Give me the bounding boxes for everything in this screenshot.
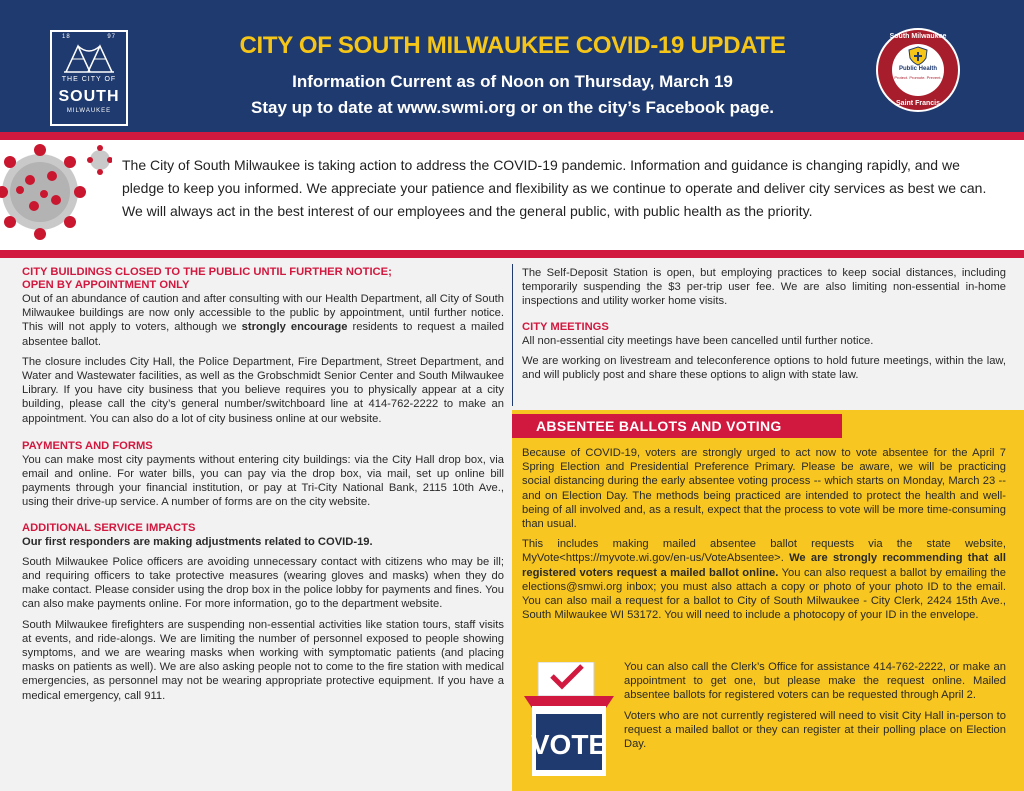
seal-top-text: South Milwaukee xyxy=(889,33,947,40)
logo-year-left: 18 xyxy=(62,34,71,40)
absentee-heading: ABSENTEE BALLOTS AND VOTING xyxy=(512,414,842,438)
seal-center-text: Public Health xyxy=(898,66,937,72)
logo-years xyxy=(52,34,126,40)
buildings-heading-line1: CITY BUILDINGS CLOSED TO THE PUBLIC UNTIL FURTHER NOTICE; xyxy=(22,266,392,278)
logo-milwaukee: MILWAUKEE xyxy=(66,108,112,114)
absentee-paragraph-4: Voters who are not currently registered will need to visit City Hall in-person to request a mailed ballot or they can register at their polling place on Election Day. xyxy=(624,709,1006,751)
buildings-paragraph-1 xyxy=(22,292,504,349)
absentee-p2-text-b: You can also request a ballot by emailing the elections@smwi.org inbox; you must also attach a copy or photo of your photo ID to the email. You can also mail a request for a ballot to City of South Milwaukee - City Clerk, 2424 15th Ave., South Milwaukee WI 53172. You will need to include a photocopy of your ID in the envelope. xyxy=(522,566,1006,622)
column-divider xyxy=(512,264,513,406)
city-logo xyxy=(50,30,128,126)
self-deposit-paragraph: The Self-Deposit Station is open, but employing practices to keep social distances, including temporarily suspending the $3 per-trip user fee. We are also limiting non-essential in-home inspections and utility worker home visits. xyxy=(522,267,1006,308)
absentee-paragraph-2 xyxy=(522,537,1006,622)
payments-paragraph: You can make most city payments without entering city buildings: via the City Hall drop box, via email and online. For water bills, you can pay via the drop box, via mail, set up online bill payments through your financial institution, or pay at Tri-City National Bank, 2115 10th Ave., using their drive-up service. A number of forms are on the city website. xyxy=(22,453,504,509)
absentee-p2-text-a: This includes making mailed absentee ballot requests via the state website, MyVote<https://myvote.wi.gov/en-us/VoteAbsentee>. xyxy=(522,538,1006,565)
intro-section xyxy=(0,140,1024,250)
absentee-column xyxy=(522,446,1006,628)
seal-bottom-text: Saint Francis xyxy=(896,100,940,107)
header-divider xyxy=(0,132,1024,140)
seal-tagline: Protect. Promote. Prevent. xyxy=(894,75,942,80)
buildings-p1-text-b: residents to request a mailed absentee ballot. xyxy=(22,321,504,348)
page-subtitle: Information Current as of Noon on Thursday, March 19 xyxy=(292,72,733,91)
meetings-heading: CITY MEETINGS xyxy=(522,320,609,333)
absentee-paragraph-1: Because of COVID-19, voters are strongly urged to act now to vote absentee for the April 7 Spring Election and Presidential Preference Primary. Please be aware, we will be practicing social distancing during the early absentee voting process -- which starts on Monday, March 23 -- and on Election Day. The methods being practiced are intended to protect the health and well-being of all involved and, as a result, expect that the process to vote will be more time-consuming than usual. xyxy=(522,447,1006,531)
services-fire-paragraph: South Milwaukee firefighters are suspending non-essential activities like station tours, staff visits at events, and ride-alongs. We are limiting the number of personnel exposed to people showing symptoms, and we are wearing masks when working with symptomatic patients (and placing masks on patients as well). We are also asking people not to come to the fire station with medical emergencies, as personnel may not be wearing appropriate protective equipment. If you have a medical emergency, call 911. xyxy=(22,618,504,702)
seal-inner xyxy=(892,44,944,96)
buildings-p1-bold: strongly encourage xyxy=(241,321,348,334)
logo-south: SOUTH xyxy=(58,88,120,105)
intro-divider xyxy=(0,250,1024,258)
buildings-p1-text-a: Out of an abundance of caution and after consulting with our Health Department, all City of South Milwaukee buildings are now only accessible to the public by appointment, until further notice. This will not apply to voters, although we xyxy=(22,293,504,334)
logo-the-city-of: THE CITY OF xyxy=(61,76,117,83)
public-health-seal xyxy=(876,28,960,112)
services-heading: ADDITIONAL SERVICE IMPACTS xyxy=(22,521,196,534)
logo-year-right: 97 xyxy=(107,34,116,40)
stay-up-to-date: Stay up to date at www.swmi.org or on the city’s Facebook page. xyxy=(251,98,774,117)
header-banner xyxy=(0,0,1024,132)
coronavirus-icon xyxy=(0,140,112,250)
ballot-box-icon xyxy=(524,662,614,778)
intro-text: The City of South Milwaukee is taking action to address the COVID-19 pandemic. Information and guidance is changing rapidly, and we pledge to keep you informed. We appreciate your patience and flexibility as we continue to operate and deliver city services as best we can. We will always act in the best interest of our employees and the general public, with public health as the priority. xyxy=(122,157,987,219)
absentee-paragraph-3: You can also call the Clerk’s Office for assistance 414-762-2222, or make an appointment to get one, but please make the request online. Mailed absentee ballots for registered voters can be requested through April 2. xyxy=(624,661,1006,702)
bridge-icon xyxy=(62,42,116,74)
meetings-paragraph-1: All non-essential city meetings have been cancelled until further notice. xyxy=(522,334,874,347)
page-title: CITY OF SOUTH MILWAUKEE COVID-19 UPDATE xyxy=(239,32,786,59)
payments-heading: PAYMENTS AND FORMS xyxy=(22,439,153,452)
buildings-heading xyxy=(22,266,504,292)
absentee-p2-bold: We are strongly recommending that all registered voters request a mailed ballot online. xyxy=(522,552,1007,579)
left-column xyxy=(22,266,504,709)
vote-label: VOTE xyxy=(530,729,608,760)
buildings-heading-line2: OPEN BY APPOINTMENT ONLY xyxy=(22,279,190,291)
absentee-column-lower xyxy=(624,660,1006,757)
services-lead: Our first responders are making adjustments related to COVID-19. xyxy=(22,535,373,548)
services-police-paragraph: South Milwaukee Police officers are avoiding unnecessary contact with citizens who may be ill; and requiring officers to take protective measures (wearing gloves and masks) when they do make contact. Please consider using the drop box in the police lobby for payments and fines. You can also make payments online. For more information, go to the department website. xyxy=(22,555,504,611)
meetings-paragraph-2: We are working on livestream and teleconference options to hold future meetings, within the law, and will publicly post and share these options to align with state law. xyxy=(522,354,1006,382)
shield-icon xyxy=(907,46,929,66)
right-column xyxy=(522,266,1006,388)
buildings-paragraph-2: The closure includes City Hall, the Police Department, Fire Department, Street Department, and Water and Wastewater facilities, as well as the Grobschmidt Senior Center and South Milwaukee Library. If you have city business that you believe requires you to physically appear at a city building, please call the city’s general number/switchboard line at 414-762-2222 to make an appointment. You can also do a lot of city business online at our website. xyxy=(22,355,504,425)
